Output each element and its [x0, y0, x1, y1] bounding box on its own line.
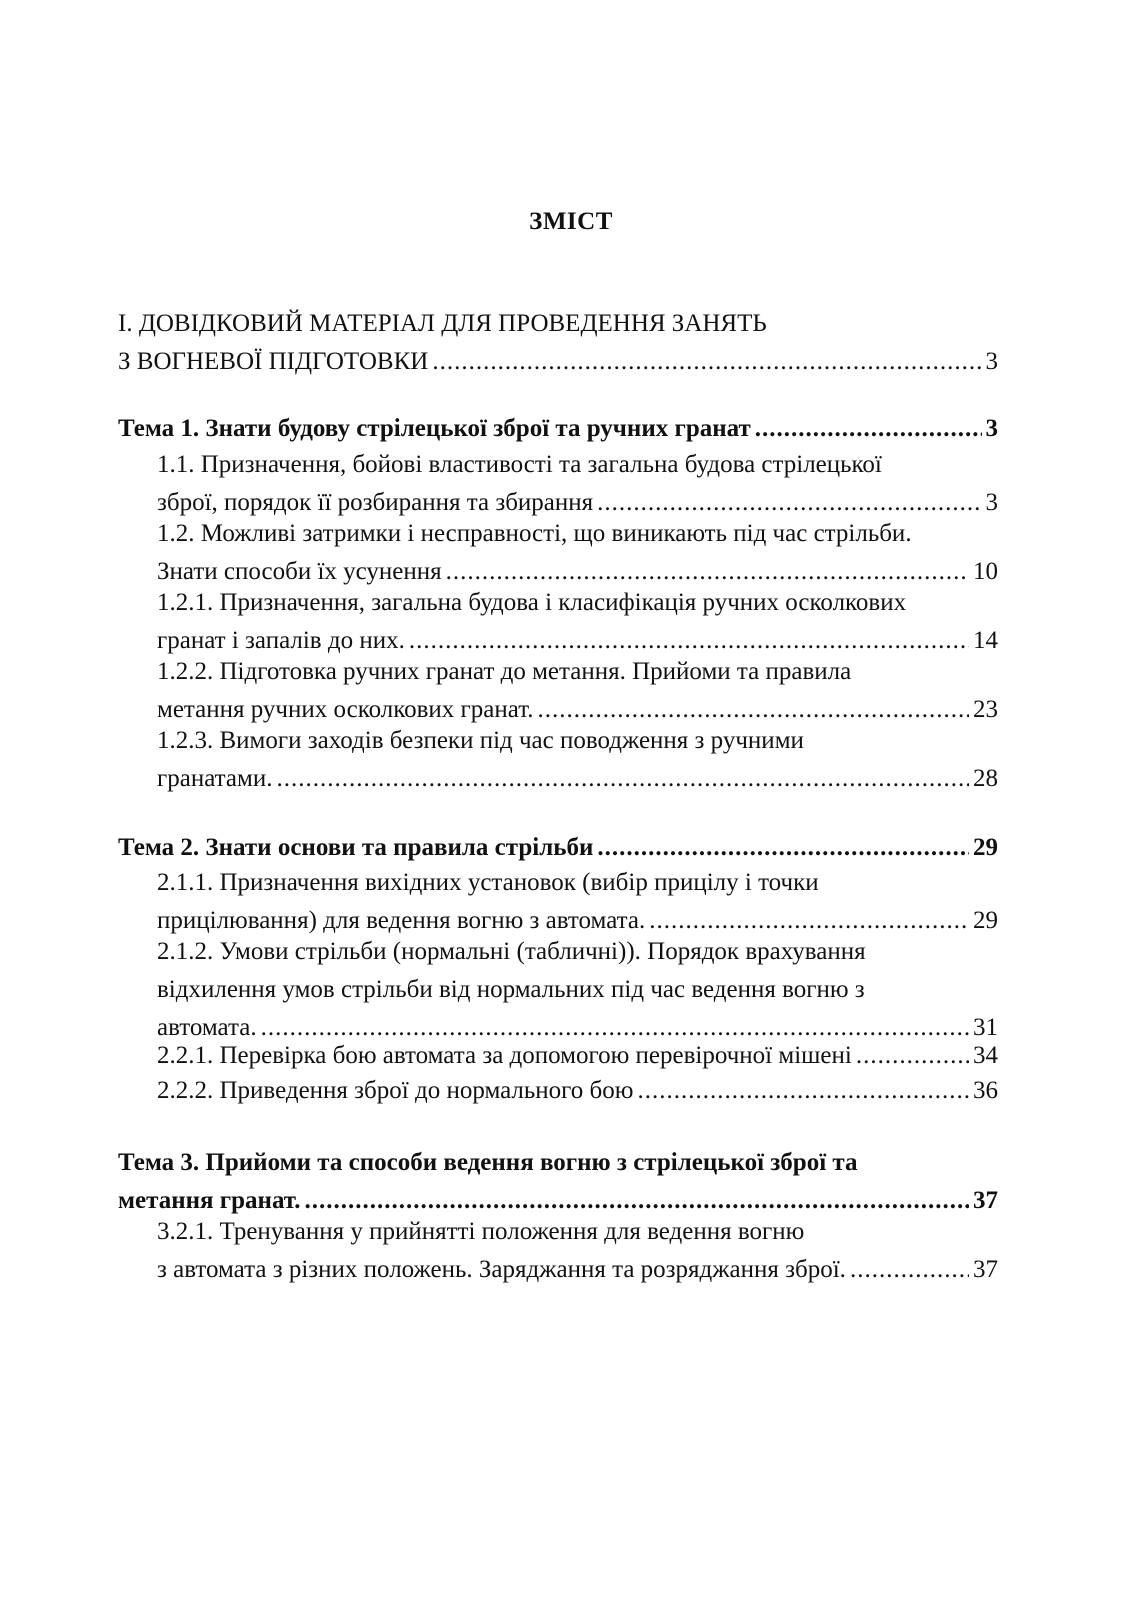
- toc-entry-text: гранат і запалів до них.: [157, 627, 405, 654]
- toc-entry-text: автомата.: [157, 1014, 257, 1041]
- dot-leader: [276, 760, 969, 798]
- toc-entry-1-2-1[interactable]: [157, 584, 998, 660]
- dot-leader: [432, 343, 981, 381]
- toc-entry-text: Знати способи їх усунення: [157, 558, 442, 585]
- toc-entry-text: 1.2.1. Призначення, загальна будова і класифікація ручних осколкових: [157, 589, 907, 616]
- toc-entry-text: 1.2. Можливі затримки і несправності, що виникають під час стрільби.: [157, 520, 912, 547]
- toc-page-number: 37: [973, 1187, 998, 1214]
- toc-entry-text: 1.2.2. Підготовка ручних гранат до метання. Прийоми та правила: [157, 658, 852, 685]
- toc-entry-text: 2.2.1. Перевірка бою автомата за допомогою перевірочної мішені: [157, 1042, 852, 1069]
- toc-page-number: 28: [973, 765, 998, 792]
- toc-entry-text: зброї, порядок її розбирання та збирання: [157, 489, 594, 516]
- toc-entry-text: 3.2.1. Тренування у прийнятті положення для ведення вогню: [157, 1218, 805, 1245]
- toc-entry-text: I. ДОВІДКОВИЙ МАТЕРІАЛ ДЛЯ ПРОВЕДЕННЯ ЗАНЯТЬ: [118, 310, 767, 337]
- toc-page-number: 31: [973, 1014, 998, 1041]
- dot-leader: [597, 829, 969, 867]
- toc-theme-title: Тема 2. Знати основи та правила стрільби: [118, 834, 594, 861]
- toc-page-number: 3: [985, 348, 998, 375]
- toc-entry-2-2-2[interactable]: [157, 1072, 998, 1110]
- page-title: ЗМІСТ: [529, 208, 613, 235]
- toc-entry-3-2-1[interactable]: [157, 1213, 998, 1289]
- toc-page-number: 36: [973, 1077, 998, 1104]
- toc-entry-1-1[interactable]: [157, 446, 998, 522]
- toc-entry-text: 2.1.2. Умови стрільби (нормальні (табличні)). Порядок врахування: [157, 938, 866, 965]
- toc-entry-theme-1[interactable]: [118, 410, 998, 448]
- toc-page-number: 3: [985, 415, 998, 442]
- dot-leader: [637, 1072, 969, 1110]
- toc-entry-1-2-2[interactable]: [157, 653, 998, 729]
- toc-page-number: 3: [985, 489, 998, 516]
- toc-page-number: 37: [973, 1256, 998, 1283]
- toc-page-number: 29: [973, 834, 998, 861]
- toc-entry-text: з автомата з різних положень. Заряджання та розряджання зброї.: [157, 1256, 846, 1283]
- toc-entry-text: З ВОГНЕВОЇ ПІДГОТОВКИ: [118, 348, 429, 375]
- toc-page-number: 14: [973, 627, 998, 654]
- toc-entry-1-2[interactable]: [157, 515, 998, 591]
- dot-leader: [850, 1251, 969, 1289]
- toc-entry-theme-2[interactable]: [118, 829, 998, 867]
- toc-entry-2-1-1[interactable]: [157, 864, 998, 940]
- toc-entry-2-2-1[interactable]: [157, 1037, 998, 1075]
- toc-entry-text: прицілювання) для ведення вогню з автомата.: [157, 907, 646, 934]
- toc-page-number: 34: [973, 1042, 998, 1069]
- toc-entry-1-2-3[interactable]: [157, 722, 998, 798]
- toc-theme-title: метання гранат.: [118, 1187, 301, 1214]
- toc-entry-text: 2.2.2. Приведення зброї до нормального бою: [157, 1077, 634, 1104]
- toc-page-number: 10: [973, 558, 998, 585]
- toc-theme-title: Тема 1. Знати будову стрілецької зброї та ручних гранат: [118, 415, 751, 442]
- toc-entry-text: 2.1.1. Призначення вихідних установок (вибір прицілу і точки: [157, 869, 819, 896]
- toc-entry-text: 1.1. Призначення, бойові властивості та загальна будова стрілецької: [157, 451, 882, 478]
- toc-theme-title: Тема 3. Прийоми та способи ведення вогню з стрілецької зброї та: [118, 1149, 858, 1176]
- toc-entry-section-i[interactable]: [118, 305, 998, 381]
- dot-leader: [755, 410, 982, 448]
- dot-leader: [856, 1037, 969, 1075]
- toc-page-number: 23: [973, 696, 998, 723]
- toc-entry-text: гранатами.: [157, 765, 273, 792]
- toc-page-number: 29: [973, 907, 998, 934]
- toc-entry-theme-3[interactable]: [118, 1144, 998, 1220]
- toc-entry-text: 1.2.3. Вимоги заходів безпеки під час поводження з ручними: [157, 727, 804, 754]
- toc-entry-text: метання ручних осколкових гранат.: [157, 696, 534, 723]
- toc-entry-text: відхилення умов стрільби від нормальних під час ведення вогню з: [157, 976, 865, 1003]
- toc-entry-2-1-2[interactable]: [157, 933, 998, 1047]
